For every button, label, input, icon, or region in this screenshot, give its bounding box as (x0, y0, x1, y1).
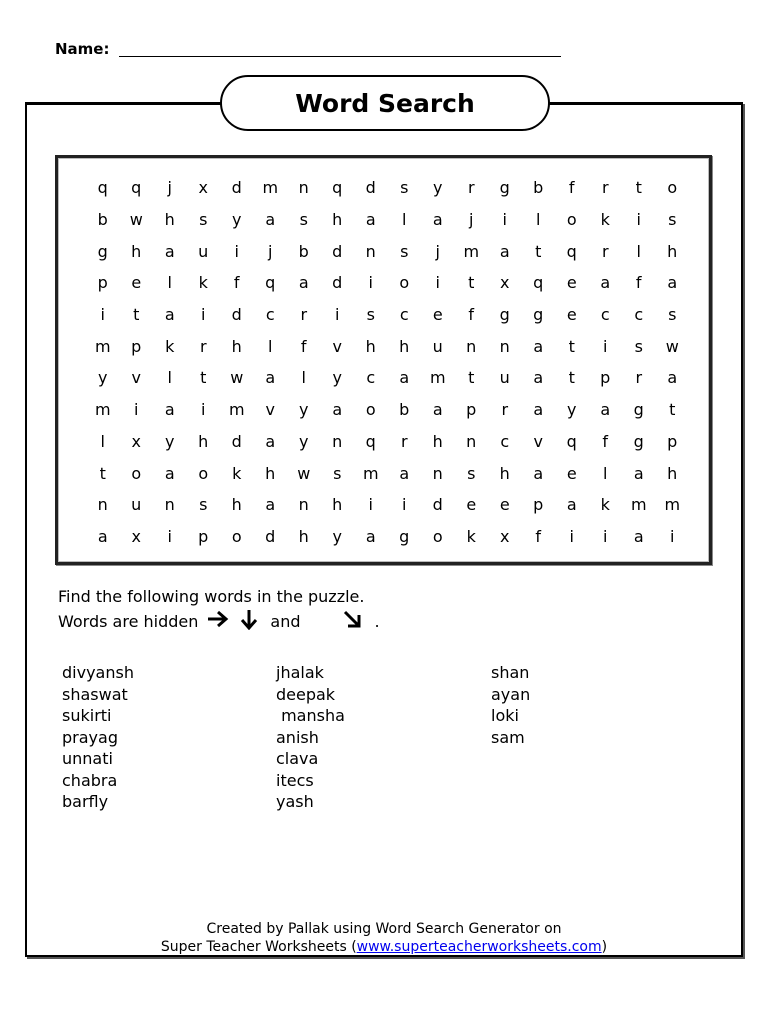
grid-cell: n (432, 463, 443, 483)
grid-cell: h (399, 336, 410, 356)
word-list-item: deepak (276, 684, 336, 704)
grid-cell: a (399, 463, 410, 483)
grid-cell: l (402, 210, 407, 230)
grid-cell: g (633, 400, 644, 420)
grid-cell: y (332, 368, 342, 388)
grid-cell: h (365, 336, 376, 356)
grid-cell: a (164, 463, 175, 483)
grid-cell: w (230, 368, 244, 388)
grid-cell: y (98, 368, 108, 388)
grid-cell: b (533, 178, 544, 198)
grid-cell: f (635, 273, 642, 293)
grid-cell: t (133, 305, 140, 325)
grid-cell: d (432, 495, 443, 515)
grid-cell: t (568, 336, 575, 356)
grid-cell: s (668, 305, 677, 325)
grid-cell: m (463, 241, 480, 261)
grid-cell: c (366, 368, 376, 388)
grid-cell: g (533, 305, 544, 325)
grid-cell: h (667, 241, 678, 261)
grid-cell: e (131, 273, 142, 293)
grid-cell: v (131, 368, 141, 388)
grid-cell: a (164, 305, 175, 325)
word-list-column-2 (276, 662, 345, 813)
grid-cell: m (664, 495, 681, 515)
word-list-item: chabra (62, 770, 118, 790)
grid-cell: a (265, 495, 276, 515)
grid-cell: a (265, 431, 276, 451)
grid-cell: r (635, 368, 643, 388)
grid-cell: a (533, 400, 544, 420)
grid-cell: w (129, 210, 143, 230)
grid-row (86, 330, 689, 362)
and-label: and (270, 612, 301, 631)
grid-cell: x (131, 431, 141, 451)
grid-cell: u (499, 368, 510, 388)
grid-cell: e (566, 273, 577, 293)
grid-cell: a (332, 400, 343, 420)
grid-cell: a (533, 336, 544, 356)
grid-cell: r (601, 241, 609, 261)
name-label: Name: (55, 40, 110, 58)
grid-cell: a (265, 210, 276, 230)
word-list-item: prayag (62, 727, 118, 747)
grid-cell: w (665, 336, 679, 356)
grid-cell: t (99, 463, 106, 483)
grid-cell: k (165, 336, 175, 356)
grid-cell: h (265, 463, 276, 483)
grid-cell: d (231, 305, 242, 325)
word-list-column-3 (491, 662, 530, 748)
grid-cell: i (569, 526, 574, 546)
footer (0, 920, 768, 956)
grid-cell: o (131, 463, 142, 483)
grid-cell: i (234, 241, 239, 261)
hidden-label: Words are hidden (58, 612, 199, 631)
grid-cell: x (500, 273, 510, 293)
grid-cell: a (633, 463, 644, 483)
page-title: Word Search (220, 75, 550, 131)
grid-cell: f (602, 431, 609, 451)
grid-cell: o (231, 526, 242, 546)
grid-cell: s (400, 178, 409, 198)
grid-cell: x (198, 178, 208, 198)
grid-cell: q (332, 178, 343, 198)
grid-cell: m (94, 336, 111, 356)
grid-cell: n (499, 336, 510, 356)
grid-cell: o (399, 273, 410, 293)
grid-cell: l (301, 368, 306, 388)
grid-cell: i (603, 336, 608, 356)
grid-cell: d (231, 178, 242, 198)
grid-cell: u (131, 495, 142, 515)
word-list-item: loki (491, 706, 519, 725)
grid-cell: b (97, 210, 108, 230)
grid-cell: a (432, 400, 443, 420)
grid-cell: c (500, 431, 510, 451)
footer-line-2 (0, 938, 768, 956)
grid-cell: n (164, 495, 175, 515)
grid-cell: m (362, 463, 379, 483)
word-list-item: anish (276, 727, 319, 747)
website-link[interactable]: www.superteacherworksheets.com (356, 939, 602, 955)
grid-cell: n (365, 241, 376, 261)
grid-cell: v (533, 431, 543, 451)
grid-cell: y (232, 210, 242, 230)
grid-cell: g (399, 526, 410, 546)
word-list-item: divyansh (62, 663, 134, 682)
grid-cell: t (669, 400, 676, 420)
grid-cell: j (167, 178, 172, 198)
word-list-item: ayan (491, 684, 531, 704)
word-list-item: mansha (276, 706, 345, 725)
grid-cell: v (265, 400, 275, 420)
grid-cell: l (603, 463, 608, 483)
grid-cell: y (299, 400, 309, 420)
word-list-item: yash (276, 792, 314, 811)
word-list-column-1 (62, 662, 134, 813)
grid-cell: k (198, 273, 208, 293)
grid-cell: d (231, 431, 242, 451)
grid-cell: r (601, 178, 609, 198)
grid-cell: e (566, 305, 577, 325)
grid-cell: p (667, 431, 678, 451)
grid-cell: q (97, 178, 108, 198)
grid-cell: f (300, 336, 307, 356)
grid-cell: f (468, 305, 475, 325)
grid-row (86, 426, 689, 458)
grid-cell: t (200, 368, 207, 388)
grid-cell: n (298, 495, 309, 515)
period: . (374, 612, 380, 631)
letter-grid (86, 172, 689, 552)
grid-cell: l (268, 336, 273, 356)
instructions (58, 586, 380, 636)
word-list-item: sukirti (62, 706, 112, 725)
grid-row (86, 362, 689, 394)
instructions-line-2 (58, 608, 380, 636)
grid-cell: d (265, 526, 276, 546)
grid-cell: f (568, 178, 575, 198)
grid-cell: h (499, 463, 510, 483)
grid-cell: i (335, 305, 340, 325)
grid-cell: n (466, 336, 477, 356)
grid-cell: u (432, 336, 443, 356)
grid-cell: t (568, 368, 575, 388)
grid-cell: d (332, 241, 343, 261)
grid-cell: v (332, 336, 342, 356)
grid-cell: p (600, 368, 611, 388)
grid-cell: y (165, 431, 175, 451)
grid-cell: g (499, 305, 510, 325)
grid-cell: a (499, 241, 510, 261)
grid-cell: w (297, 463, 311, 483)
grid-cell: h (164, 210, 175, 230)
grid-cell: s (634, 336, 643, 356)
grid-cell: a (399, 368, 410, 388)
grid-cell: m (429, 368, 446, 388)
grid-cell: i (603, 526, 608, 546)
grid-cell: s (299, 210, 308, 230)
grid-cell: e (566, 463, 577, 483)
grid-cell: a (265, 368, 276, 388)
grid-cell: i (201, 305, 206, 325)
word-list-item: clava (276, 749, 319, 768)
grid-cell: o (365, 400, 376, 420)
grid-row (86, 394, 689, 426)
grid-cell: t (635, 178, 642, 198)
grid-cell: o (198, 463, 209, 483)
grid-cell: j (469, 210, 474, 230)
grid-cell: a (432, 210, 443, 230)
grid-cell: l (100, 431, 105, 451)
grid-cell: s (366, 305, 375, 325)
arrow-down-icon (238, 608, 260, 636)
grid-cell: k (232, 463, 242, 483)
grid-cell: n (332, 431, 343, 451)
word-list-item: sam (491, 727, 525, 747)
grid-cell: h (198, 431, 209, 451)
grid-cell: g (499, 178, 510, 198)
grid-cell: a (164, 241, 175, 261)
grid-cell: n (466, 431, 477, 451)
grid-cell: o (432, 526, 443, 546)
grid-cell: n (97, 495, 108, 515)
grid-cell: h (298, 526, 309, 546)
grid-cell: a (633, 526, 644, 546)
word-list-item: jhalak (276, 663, 324, 682)
grid-cell: m (228, 400, 245, 420)
grid-cell: i (402, 495, 407, 515)
grid-cell: a (533, 368, 544, 388)
grid-cell: j (435, 241, 440, 261)
grid-cell: m (262, 178, 279, 198)
grid-cell: i (502, 210, 507, 230)
grid-cell: f (535, 526, 542, 546)
word-list-item: unnati (62, 749, 113, 768)
grid-cell: i (201, 400, 206, 420)
grid-cell: r (501, 400, 509, 420)
footer-line-1: Created by Pallak using Word Search Generator on (206, 921, 562, 937)
footer-prefix: Super Teacher Worksheets ( (160, 939, 357, 955)
word-list-item: barfly (62, 792, 109, 811)
grid-cell: n (298, 178, 309, 198)
grid-cell: s (199, 210, 208, 230)
grid-cell: i (100, 305, 105, 325)
grid-row (86, 172, 689, 204)
grid-cell: l (536, 210, 541, 230)
grid-cell: k (466, 526, 476, 546)
grid-cell: i (134, 400, 139, 420)
grid-cell: b (399, 400, 410, 420)
word-list-item: shan (491, 663, 530, 682)
footer-suffix: ) (601, 939, 608, 955)
grid-row (86, 267, 689, 299)
grid-cell: a (600, 400, 611, 420)
grid-cell: q (131, 178, 142, 198)
grid-cell: c (634, 305, 644, 325)
grid-cell: a (365, 526, 376, 546)
grid-cell: h (332, 495, 343, 515)
grid-cell: p (97, 273, 108, 293)
grid-cell: y (332, 526, 342, 546)
grid-row (86, 521, 689, 553)
grid-cell: a (600, 273, 611, 293)
grid-cell: l (636, 241, 641, 261)
grid-cell: s (400, 241, 409, 261)
grid-cell: d (365, 178, 376, 198)
grid-cell: r (400, 431, 408, 451)
grid-cell: t (468, 273, 475, 293)
grid-cell: k (600, 495, 610, 515)
grid-cell: h (231, 495, 242, 515)
grid-cell: q (265, 273, 276, 293)
grid-cell: h (231, 336, 242, 356)
grid-cell: h (332, 210, 343, 230)
grid-cell: a (97, 526, 108, 546)
name-underline[interactable] (119, 56, 561, 57)
grid-cell: g (97, 241, 108, 261)
grid-cell: g (633, 431, 644, 451)
grid-cell: h (131, 241, 142, 261)
grid-cell: a (365, 210, 376, 230)
grid-cell: t (535, 241, 542, 261)
grid-row (86, 489, 689, 521)
grid-cell: l (167, 273, 172, 293)
grid-cell: a (566, 495, 577, 515)
grid-row (86, 235, 689, 267)
grid-cell: k (600, 210, 610, 230)
grid-cell: a (533, 463, 544, 483)
grid-cell: q (533, 273, 544, 293)
grid-cell: h (667, 463, 678, 483)
grid-cell: q (566, 431, 577, 451)
grid-cell: s (467, 463, 476, 483)
grid-cell: s (333, 463, 342, 483)
grid-cell: r (300, 305, 308, 325)
grid-cell: l (167, 368, 172, 388)
grid-cell: e (499, 495, 510, 515)
grid-cell: s (199, 495, 208, 515)
arrow-diagonal-icon (341, 608, 363, 636)
grid-row (86, 299, 689, 331)
grid-cell: r (467, 178, 475, 198)
grid-cell: r (199, 336, 207, 356)
grid-cell: s (668, 210, 677, 230)
grid-cell: h (432, 431, 443, 451)
grid-cell: i (435, 273, 440, 293)
grid-cell: a (298, 273, 309, 293)
grid-cell: t (468, 368, 475, 388)
grid-cell: b (298, 241, 309, 261)
grid-cell: p (198, 526, 209, 546)
grid-cell: i (167, 526, 172, 546)
grid-cell: y (567, 400, 577, 420)
grid-cell: d (332, 273, 343, 293)
grid-row (86, 204, 689, 236)
grid-cell: p (466, 400, 477, 420)
grid-cell: i (636, 210, 641, 230)
grid-cell: p (533, 495, 544, 515)
grid-cell: o (667, 178, 678, 198)
instructions-line-1: Find the following words in the puzzle. (58, 587, 365, 606)
grid-cell: u (198, 241, 209, 261)
grid-cell: q (365, 431, 376, 451)
grid-cell: c (600, 305, 610, 325)
grid-row (86, 457, 689, 489)
grid-cell: m (630, 495, 647, 515)
grid-cell: a (667, 273, 678, 293)
grid-cell: x (500, 526, 510, 546)
grid-cell: c (399, 305, 409, 325)
grid-cell: y (433, 178, 443, 198)
grid-cell: f (233, 273, 240, 293)
grid-cell: a (164, 400, 175, 420)
grid-cell: x (131, 526, 141, 546)
grid-cell: e (432, 305, 443, 325)
grid-cell: q (566, 241, 577, 261)
grid-cell: i (368, 273, 373, 293)
grid-cell: c (265, 305, 275, 325)
grid-cell: p (131, 336, 142, 356)
grid-cell: e (466, 495, 477, 515)
grid-cell: j (268, 241, 273, 261)
word-list-item: itecs (276, 770, 314, 790)
grid-cell: y (299, 431, 309, 451)
arrow-right-icon (206, 609, 230, 635)
grid-cell: m (94, 400, 111, 420)
grid-cell: i (670, 526, 675, 546)
grid-cell: a (667, 368, 678, 388)
grid-cell: i (368, 495, 373, 515)
word-list-item: shaswat (62, 684, 128, 704)
grid-cell: o (566, 210, 577, 230)
